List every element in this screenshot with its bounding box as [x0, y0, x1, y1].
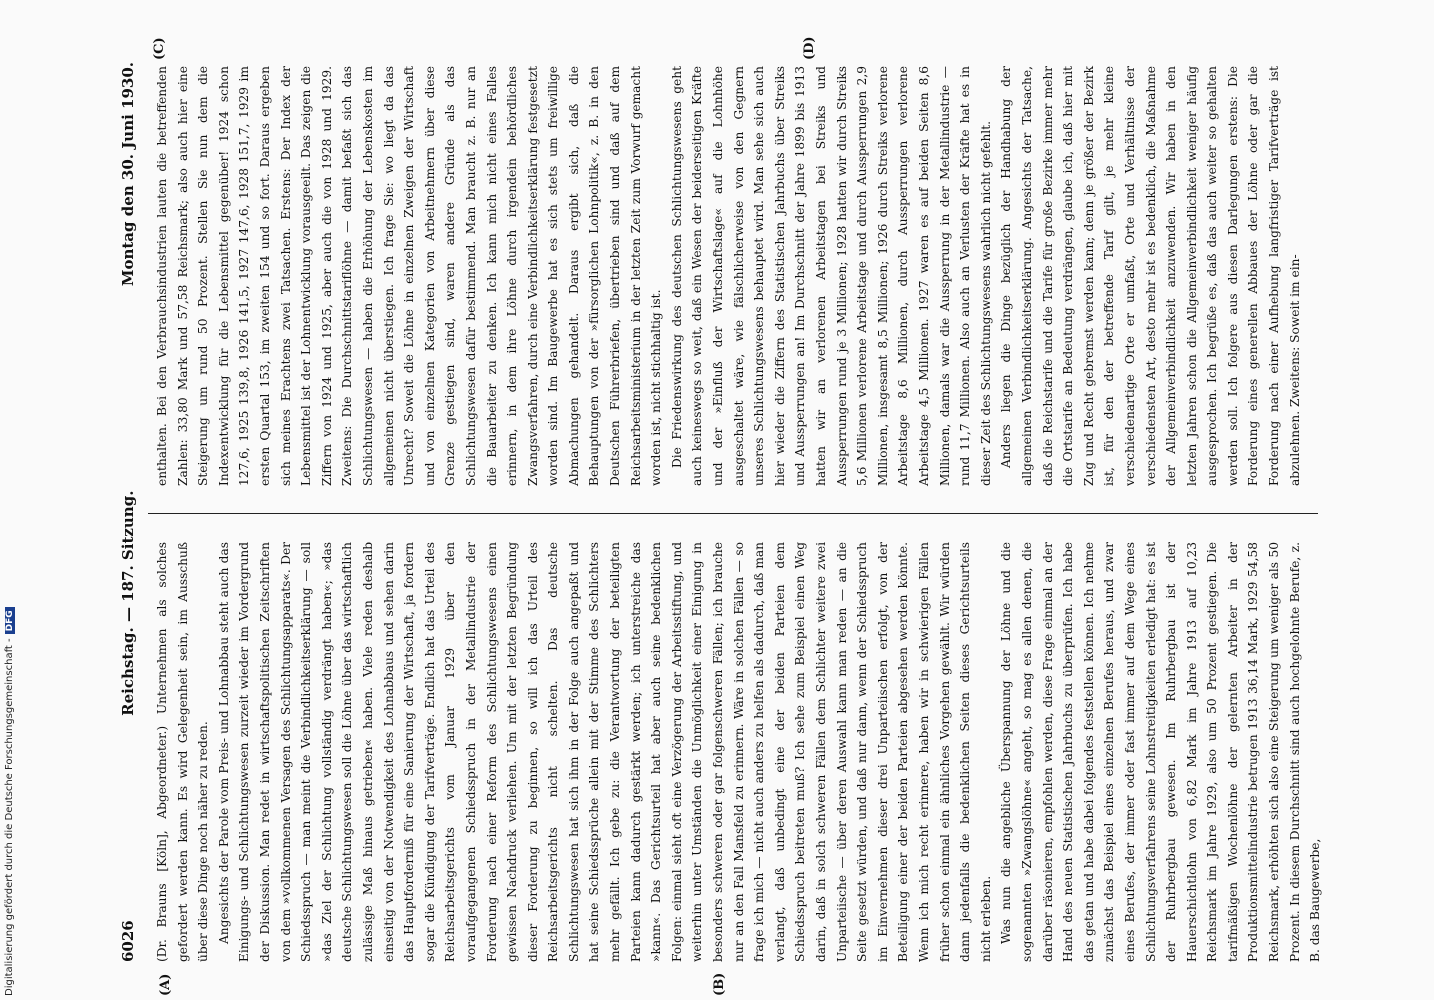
- margin-marker-c: (C): [152, 37, 167, 60]
- footer-text: Digitalisierung gefördert durch die Deutsche Forschungsgemeinschaft -: [4, 638, 15, 996]
- dfg-logo: DFG: [5, 607, 15, 634]
- paragraph: Angesichts der Parole vom Preis- und Lohnabbau steht auch das Einigungs- und Schlichtungswesen zurzeit wieder im Vordergrund der Diskussion. Man redet in wirtschaftspolitischen Zeitschriften von dem »vollkommenen Versagen des Schlichtungsapparats«. Der Schiedsspruch — man meint die Verbindlichkeitserklärung — soll »das Ziel der Schlichtung vollständig verdrängt haben«; »das deutsche Schlichtungswesen soll die Löhne über das wirtschaftlich zulässige Maß hinaus getrieben« haben. Viele reden deshalb einseitig von der Notwendigkeit des Lohnabbaus und sehen darin das Hauptforderniß für eine Sanierung der Wirtschaft, ja fordern sogar die Kündigung der Tarifverträge. Endlich hat das Urteil des Reichsarbeitsgerichts vom Januar 1929 über den voraufgegangenen Schiedsspruch in der Metallindustrie der Forderung nach einer Reform des Schlichtungswesens einen gewissen Nachdruck verliehen. Um mit der letzten Begründung dieser Forderung zu beginnen, so will ich das Urteil des Reichsarbeitsgerichts nicht schelten. Das deutsche Schlichtungswesen hat sich ihm in der Folge auch angepaßt und hat seine Schiedssprüche allein mit der Stimme des Schlichters mehr gefällt. Ich gebe zu: die Verantwortung der beteiligten Parteien kann dadurch gestärkt werden; ich unterstreiche das »kann«. Das Gerichtsurteil hat aber auch seine bedenklichen Folgen: einmal sieht oft eine Verzögerung der Arbeitsstiftung, und weiterhin unter Umständen die Unmöglichkeit einer Einigung in besonders schweren oder gar folgenschweren Fällen; ich brauche nur an den Fall Mansfeld zu erinnern. Wäre in solchen Fällen — so frage ich mich — nicht auch anders zu helfen als dadurch, daß man verlangt, daß unbedingt eine der beiden Parteien dem Schiedsspruch beitreten muß? Ich sehe zum Beispiel einen Weg darin, daß in solch schweren Fällen dem Schlichter weitere zwei Unparteiische — über deren Auswahl kann man reden — an die Seite gesetzt würden, und daß nur dann, wenn der Schiedsspruch im Einvernehmen dieser drei Unparteiischen erfolgt, von der Beteiligung einer der beiden Parteien abgesehen werden könnte. Wenn ich mich recht erinnere, haben wir in schwierigen Fällen früher schon einmal ein ähnliches Vorgehen gewählt. Wir würden dann jedenfalls die bedenklichen Seiten dieses Gerichtsurteils nicht erleben.: [216, 542, 993, 962]
- digitization-footer: [4, 607, 15, 996]
- page-number: 6026: [119, 920, 137, 962]
- margin-marker-b: (B): [712, 972, 727, 996]
- margin-marker-d: (D): [802, 36, 817, 60]
- paragraph: enthalten. Bei den Verbrauchsindustrien lauten die betreffenden Zahlen: 33,80 Mark und 57,58 Reichsmark; also auch hier eine Steigerung um rund 50 Prozent. Stellen Sie nun dem die Indexentwicklung für die Lebensmittel gegenüber! 1924 schon 127,6, 1925 139,8, 1926 141,5, 1927 147,6, 1928 151,7, 1929 im ersten Quartal 153, im zweiten 154 und so fort. Daraus ergeben sich meines Erachtens zwei Tatsachen. Erstens: Der Index der Lebensmittel ist der Lohnentwicklung vorausgeeilt. Das zeigen die Ziffern von 1924 und 1925, aber auch die von 1928 und 1929. Zweitens: Die Durchschnittstariflöhne — damit befaßt sich das Schlichtungswesen — haben die Erhöhung der Lebenskosten im allgemeinen nicht überstiegen. Ich frage Sie: wo liegt da das Unrecht? Soweit die Löhne in einzelnen Zweigen der Wirtschaft und von einzelnen Kategorien von Arbeitnehmern über diese Grenze gestiegen sind, waren andere Gründe als das Schlichtungswesen dafür bestimmend. Man braucht z. B. nur an die Bauarbeiter zu denken. Ich kann mich nicht eines Falles erinnern, in dem ihre Löhne durch irgendein behördliches Zwangsverfahren, durch eine Verbindlichkeitserklärung festgesetzt worden sind. Im Baugewerbe hat es sich stets um freiwillige Abmachungen gehandelt. Daraus ergibt sich, daß die Behauptungen von der »fürsorglichen Lohnpolitik«, z. B. in den Deutschen Führerbriefen, übertrieben sind und daß auf dem Reichsarbeitsministerium in der letzten Zeit zum Vorwurf gemacht worden ist, nicht stichhaltig ist.: [155, 66, 664, 486]
- column-divider: [148, 513, 1318, 514]
- margin-marker-a: (A): [158, 973, 173, 996]
- rotated-page: [112, 36, 1323, 996]
- left-column: [152, 542, 1323, 962]
- paragraph: Anders liegen die Dinge bezüglich der Handhabung der allgemeinen Verbindlichkeitserklärung. Angesichts der Tatsache, daß die Reichstarife und die Tarife für große Bezirke immer mehr die Ortstarife an Bedeutung verdrängen, glaube ich, daß hier mit Zug und Recht gebremst werden kann; denn je größer der Bezirk ist, für den der betreffende Tarif gilt, je mehr kleine verschiedenartige Orte er umfaßt, Orte und Verhältnisse der verschiedensten Art, desto mehr ist es bedenklich, die Maßnahme der Allgemeinverbindlichkeit anzuwenden. Wir haben in den letzten Jahren schon die Allgemeinverbindlichkeit weniger häufig ausgesprochen. Ich begrüße es, daß das auch weiter so gehalten werden soll. Ich folgere aus diesen Darlegungen erstens: Die Forderung eines generellen Abbaues der Löhne oder gar die Forderung nach einer Aufhebung langfristiger Tarifverträge ist abzulehnen. Zweitens: Soweit im ein-: [999, 66, 1302, 486]
- paragraph: Die Friedenswirkung des deutschen Schlichtungswesens geht auch keineswegs so weit, daß ein Wesen der beiderseitigen Kräfte und der »Einfluß der Wirtschaftslage« auf die Lohnhöhe ausgeschaltet wäre, wie fälschlicherweise von den Gegnern unseres Schlichtungswesens behauptet wird. Man sehe sich auch hier wieder die Ziffern des Statistischen Jahrbuchs über Streiks und Aussperrungen an! Im Durchschnitt der Jahre 1899 bis 1913 hatten wir an verlorenen Arbeitstagen bei Streiks und Aussperrungen rund je 3 Millionen; 1928 hatten wir durch Streiks 5,6 Millionen verlorene Arbeitstage und durch Aussperrungen 2,9 Millionen, insgesamt 8,5 Millionen; 1926 durch Streiks verlorene Arbeitstage 8,6 Millionen, durch Aussperrungen verlorene Arbeitstage 4,5 Millionen. 1927 waren es auf beiden Seiten 8,6 Millionen, damals war die Aussperrung in der Metallindustrie — rund 11,7 Millionen. Also auch an Verlusten der Kräfte hat es in dieser Zeit des Schlichtungswesens wahrlich nicht gefehlt.: [669, 66, 993, 486]
- paragraph: Was nun die angebliche Überspannung der Löhne und die sogenannten »Zwangslöhne« angeht, so mag es allen denen, die darüber räsonieren, empfohlen werden, diese Frage einmal an der Hand des neuen Statistischen Jahrbuchs zu überprüfen. Ich habe das getan und habe dabei folgendes feststellen können. Ich nehme zunächst das Beispiel eines einzelnen Berufes heraus, und zwar eines Berufes, der immer oder fast immer auf dem Wege eines Schlichtungsverfahrens seine Lohnstreitigkeiten erledigt hat: es ist der Ruhrbergbau gewesen. Im Ruhrbergbau ist der Hauerschichtlohn von 6,82 Mark im Jahre 1913 auf 10,23 Reichsmark im Jahre 1929, also um 50 Prozent gestiegen. Die tarifmäßigen Wochenlöhne der gelernten Arbeiter in der Produktionsmittelindustrie betrugen 1913 36,14 Mark, 1929 54,58 Reichsmark, erhöhten sich also eine Steigerung um weniger als 50 Prozent. In diesem Durchschnitt sind auch hochgelohnte Berufe, z. B. das Baugewerbe,: [999, 542, 1323, 962]
- session-title: Reichstag. — 187. Sitzung.: [119, 490, 137, 716]
- right-column: [152, 66, 1312, 486]
- page-header: [112, 62, 144, 962]
- paragraph: (Dr. Brauns [Köln], Abgeordneter.) Unternehmen als solches gefordert werden kann. Es wird Gelegenheit sein, im Ausschuß über diese Dinge noch näher zu reden.: [155, 542, 211, 962]
- session-date: Montag den 30. Juni 1930.: [119, 62, 137, 287]
